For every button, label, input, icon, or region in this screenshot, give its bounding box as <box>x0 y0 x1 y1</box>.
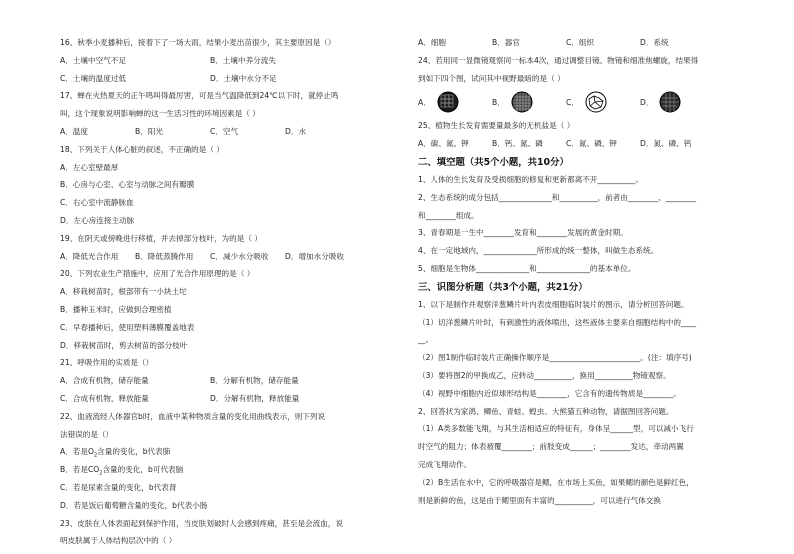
q22-option-b[interactable] <box>60 465 420 475</box>
q17-option-b[interactable]: B．阳光 <box>135 126 163 136</box>
q17-options <box>60 127 420 137</box>
question-17-line2: 叫，这个现象说明影响蝉的这一生活习性的环境因素是（ ） <box>60 109 260 119</box>
microscope-view-c-icon <box>585 91 607 113</box>
q22-option-d[interactable]: D．若是饭后葡萄糖含量的变化，b代表小肠 <box>60 500 208 510</box>
q22-option-c[interactable]: C．若是尿素含量的变化，b代表肾 <box>60 482 177 492</box>
q22-b-text-rest: 含量的变化，b可代表脑 <box>102 465 184 475</box>
q17-option-d[interactable]: D．水 <box>285 126 307 136</box>
q22-a-text-rest: 含量的变化，b代表肺 <box>97 447 171 457</box>
q16-option-a[interactable]: A．土壤中空气不足 <box>60 55 126 65</box>
question-22-line2: 法错误的是（） <box>60 429 114 439</box>
q18-option-b[interactable]: B．心房与心室、心室与动脉之间有瓣膜 <box>60 180 195 190</box>
section-analysis-title: 三、识图分析题（共3个小题，共21分） <box>418 281 588 293</box>
q23-option-a[interactable]: A．细胞 <box>418 38 446 47</box>
q20-option-c[interactable]: C．早春播种后，使用塑料薄膜覆盖地表 <box>60 322 195 332</box>
fill-question-1: 1、人体的生长发育及受损细胞的修复和更新都离不开__________。 <box>418 174 644 184</box>
q19-options <box>60 252 420 262</box>
analysis-q2-part2-line2: 则是新鲜的鱼，这是由于鳃里面有丰富的__________，可以进行气体交换 <box>418 495 661 505</box>
q21-option-b[interactable]: B．分解有机物，储存能量 <box>210 376 299 386</box>
q16-options-row2 <box>60 74 420 84</box>
q20-option-a[interactable]: A．移栽树苗时，根部带有一小块土坨 <box>60 287 187 297</box>
q19-option-c[interactable]: C．减少水分吸收 <box>210 251 269 261</box>
q17-option-a[interactable]: A．温度 <box>60 126 88 136</box>
q21-options-row2 <box>60 394 420 404</box>
question-16: 16、秋季小麦播种后，接着下了一场大雨，结果小麦出苗很少，其主要原因是（） <box>60 38 336 47</box>
q23-option-b[interactable]: B．器官 <box>492 38 520 47</box>
analysis-q1-part2: （2）图1制作临时装片正确操作顺序是________________________。(注：填序号) <box>418 353 692 363</box>
q20-option-d[interactable]: D．移栽树苗时，剪去树苗的部分枝叶 <box>60 340 188 350</box>
question-18: 18、下列关于人体心脏的叙述，不正确的是（ ） <box>60 144 224 154</box>
q16-option-b[interactable]: B．土壤中养分流失 <box>210 55 276 65</box>
q24-c-label: C． <box>566 97 579 107</box>
q22-a-text: A．若是O <box>60 447 94 457</box>
q22-a-subscript: 2 <box>93 452 98 458</box>
fill-question-3: 3、青春期是一生中________发育和________发展的黄金时期。 <box>418 228 628 238</box>
q25-options <box>418 139 786 149</box>
analysis-q2-part1-line1: （1）A类多数能飞翔，与其生活相适应的特征有，身体呈______型，可以减小飞行 <box>418 424 694 434</box>
q18-option-d[interactable]: D．左心房连接主动脉 <box>60 215 135 225</box>
microscope-view-d-icon <box>659 91 681 113</box>
analysis-q1-part1-line1: （1）切洋葱鳞片叶时，有刺激性的液体喷出，这些液体主要来自细胞结构中的____ <box>418 317 697 327</box>
q25-option-d[interactable]: D．氮、磷、钙 <box>640 139 692 149</box>
question-21: 21、呼吸作用的实质是（） <box>60 358 154 368</box>
fill-question-4: 4、在一定地域内，______________所形成的统一整体，叫做生态系统。 <box>418 246 659 256</box>
q22-option-a[interactable] <box>60 447 420 457</box>
q21-option-a[interactable]: A．合成有机物，储存能量 <box>60 376 149 386</box>
q23-option-c[interactable]: C．组织 <box>566 38 595 47</box>
q24-option-c[interactable] <box>566 91 640 113</box>
q25-option-a[interactable]: A．碳、氮、钾 <box>418 139 469 149</box>
q19-option-b[interactable]: B．降低蒸腾作用 <box>135 251 194 261</box>
analysis-q1-part1-line2: __。 <box>418 335 434 345</box>
q19-option-a[interactable]: A．降低光合作用 <box>60 251 119 261</box>
q25-option-b[interactable]: B．钙、氮、磷 <box>492 139 543 149</box>
question-17-line1: 17、蝉在火热夏天的正午鸣叫得最厉害，可是当气温降低到24℃以下时，就停止鸣 <box>60 91 339 101</box>
q24-option-a[interactable] <box>418 91 492 113</box>
q18-option-a[interactable]: A．左心室壁最厚 <box>60 162 119 172</box>
q23-option-d[interactable]: D．系统 <box>640 38 669 47</box>
q24-images <box>418 91 786 113</box>
q16-options-row1 <box>60 56 420 66</box>
question-22-line1: 22、血液流经人体器官b时，血液中某种物质含量的变化用曲线表示，则下列说 <box>60 411 326 421</box>
q24-a-label: A． <box>418 97 431 107</box>
q24-d-label: D． <box>640 97 654 107</box>
q22-b-text: B．若是CO <box>60 465 100 475</box>
analysis-q2-intro: 2、回答状为家鸽、鲫鱼、青蛙、蝗虫、大熊猫五种动物，请据图回答问题。 <box>418 406 674 416</box>
analysis-q1-part3: （3）要将图2的甲换成乙，应转动__________，换用__________物镜观察。 <box>418 370 671 380</box>
q24-option-b[interactable] <box>492 91 566 113</box>
question-23-line2: 明皮肤属于人体结构层次中的（ ） <box>60 536 177 546</box>
left-column <box>60 38 420 554</box>
question-23-line1: 23、皮肤在人体表面起到保护作用，当皮肤划破时人会感到疼痛，甚至是会流血，说 <box>60 518 344 528</box>
q22-b-subscript: 2 <box>99 470 103 476</box>
question-19: 19、在阴天或傍晚进行移植，并去掉部分枝叶，为的是（ ） <box>60 233 262 243</box>
q21-option-d[interactable]: D．分解有机物，释放能量 <box>210 393 300 403</box>
q23-options <box>418 38 786 48</box>
analysis-q1-intro: 1、以下是制作并观察洋葱鳞片叶内表皮细胞临时装片的图示，请分析回答问题。 <box>418 299 689 309</box>
section-fill-in-title: 二、填空题（共5个小题，共10分） <box>418 156 569 168</box>
analysis-q2-part2-line1: （2）B生活在水中，它的呼吸器官是鳃，在市场上买鱼，如果鳃的颜色是鲜红色， <box>418 477 694 487</box>
microscope-view-a-icon <box>437 91 459 113</box>
analysis-q2-part1-line3: 完成飞翔动作。 <box>418 459 472 469</box>
fill-question-2-line2: 和________组成。 <box>418 210 479 220</box>
analysis-q1-part4: （4）视野中细胞内近似球形结构是________，它含有的遗传物质是________。 <box>418 388 682 398</box>
question-25: 25、植物生长发育需要量最多的无机盐是（ ） <box>418 121 575 131</box>
question-24-line2: 到如下四个图，试问其中视野最暗的是（ ） <box>418 73 565 83</box>
right-column <box>418 38 786 513</box>
q20-option-b[interactable]: B．播种玉米时，应做到合理密植 <box>60 304 172 314</box>
fill-question-5: 5、细胞是生物体______________和______________的基本单位。 <box>418 263 636 273</box>
question-24-line1: 24、若用同一显微镜观察同一标本4次，通过调整目镜、物镜和细准焦螺旋，结果得 <box>418 55 699 65</box>
q24-b-label: B． <box>492 97 505 107</box>
q16-option-c[interactable]: C．土壤的温度过低 <box>60 73 127 83</box>
q16-option-d[interactable]: D．土壤中水分不足 <box>210 73 277 83</box>
question-20: 20、下列农业生产措施中，应用了光合作用原理的是（ ） <box>60 269 255 279</box>
microscope-view-b-icon <box>511 91 533 113</box>
analysis-q2-part1-line2: 时空气的阻力；体表被覆________；前肢变成______；________发达，牵动两翼 <box>418 442 684 452</box>
q17-option-c[interactable]: C．空气 <box>210 126 239 136</box>
fill-question-2-line1: 2、生态系统的成分包括______________和__________，前者由________、________ <box>418 192 697 202</box>
q18-option-c[interactable]: C．右心室中流静脉血 <box>60 198 134 208</box>
q21-option-c[interactable]: C．合成有机物，释放能量 <box>60 393 149 403</box>
q25-option-c[interactable]: C．氮、磷、钾 <box>566 139 617 149</box>
q19-option-d[interactable]: D．增加水分吸收 <box>285 251 345 261</box>
q21-options-row1 <box>60 376 420 386</box>
q24-option-d[interactable] <box>640 91 714 113</box>
